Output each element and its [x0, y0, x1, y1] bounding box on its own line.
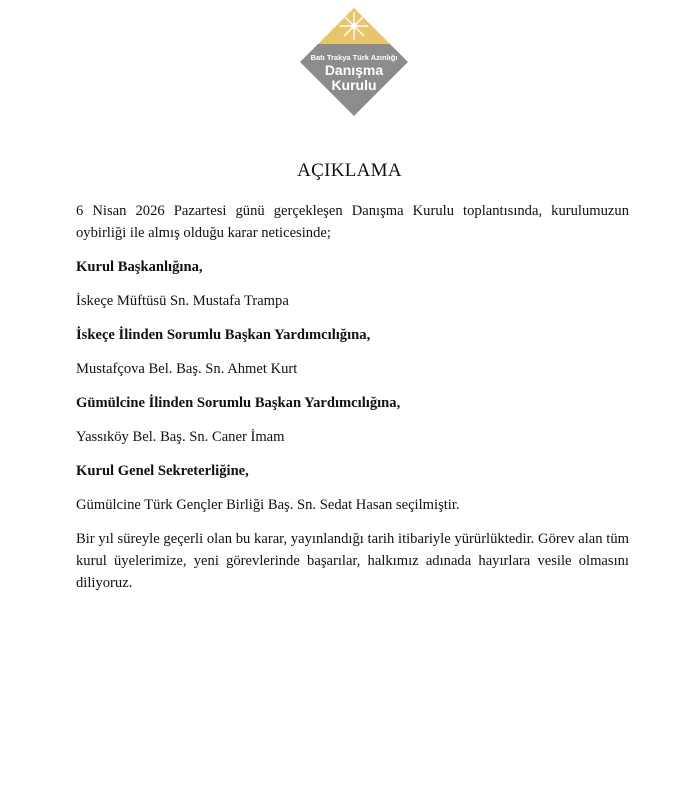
- logo-line3: Kurulu: [331, 77, 377, 93]
- role-heading: Kurul Başkanlığına,: [76, 259, 203, 275]
- role-heading: İskeçe İlinden Sorumlu Başkan Yardımcılığına,: [76, 327, 371, 343]
- logo-line1: Batı Trakya Türk Azınlığı: [310, 53, 398, 62]
- page-title: AÇIKLAMA: [297, 160, 402, 181]
- danisma-kurulu-logo: [298, 6, 410, 118]
- intro-paragraph: 6 Nisan 2026 Pazartesi günü gerçekleşen Danışma Kurulu toplantısında, kurulumuzun oybirliği ile almış olduğu karar neticesinde;: [76, 203, 629, 241]
- role-heading: Gümülcine İlinden Sorumlu Başkan Yardımcılığına,: [76, 395, 401, 411]
- announcement-body: [76, 200, 629, 594]
- person-line: Yassıköy Bel. Baş. Sn. Caner İmam: [76, 429, 285, 445]
- logo-line2: Danışma: [324, 62, 384, 78]
- person-line: İskeçe Müftüsü Sn. Mustafa Trampa: [76, 293, 289, 309]
- person-line: Mustafçova Bel. Baş. Sn. Ahmet Kurt: [76, 361, 298, 377]
- role-heading: Kurul Genel Sekreterliğine,: [76, 463, 249, 479]
- person-line: Gümülcine Türk Gençler Birliği Baş. Sn. Sedat Hasan seçilmiştir.: [76, 497, 460, 513]
- closing-paragraph: Bir yıl süreyle geçerli olan bu karar, yayınlandığı tarih itibariyle yürürlüktedir. Görev alan tüm kurul üyelerimize, yeni görevlerinde başarılar, halkımız adınada hayırlara vesile olmasını diliyoruz.: [76, 531, 629, 591]
